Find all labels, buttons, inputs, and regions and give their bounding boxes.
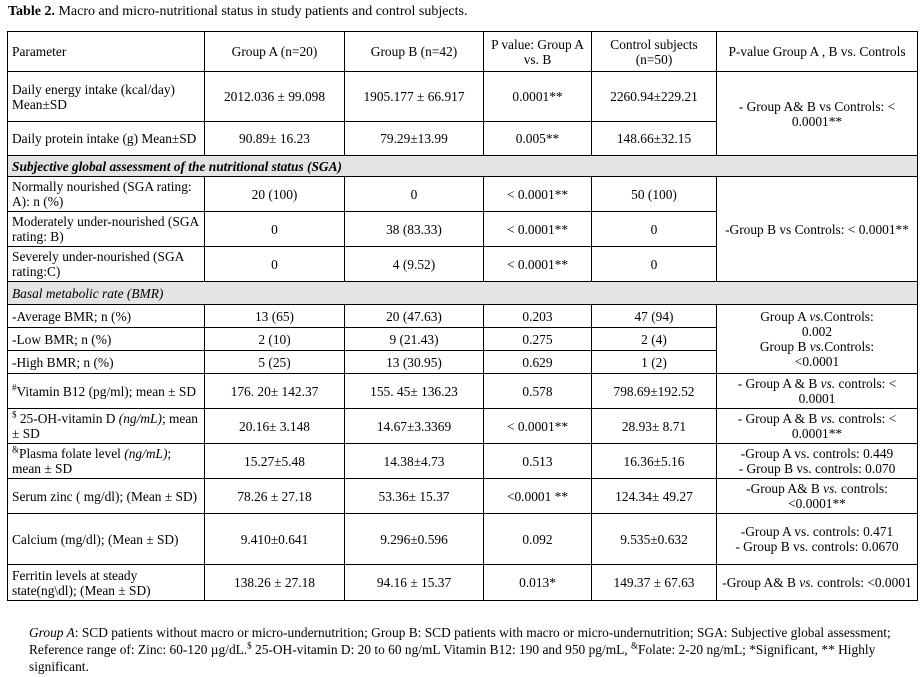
p-value-cell: 0.275: [484, 328, 592, 351]
p-controls-cell: [717, 305, 918, 374]
group-b-cell: 9.296±0.596: [345, 514, 484, 565]
param-text: Plasma folate level: [19, 446, 125, 461]
p-value-cell: 0.0001**: [484, 72, 592, 122]
p-controls-cell: [717, 565, 918, 601]
group-a-cell: 176. 20± 142.37: [205, 374, 345, 409]
group-b-cell: 155. 45± 136.23: [345, 374, 484, 409]
header-controls: Control subjects (n=50): [592, 32, 717, 72]
group-a-cell: 20.16± 3.148: [205, 409, 345, 444]
controls-cell: 2260.94±229.21: [592, 72, 717, 122]
header-p-value: P value: Group A vs. B: [484, 32, 592, 72]
group-a-cell: 138.26 ± 27.18: [205, 565, 345, 601]
pc-text: -Group A& B: [722, 575, 800, 590]
table-row: [8, 72, 918, 122]
controls-cell: 124.34± 49.27: [592, 479, 717, 514]
table-row: [8, 177, 918, 212]
pc-text: - Group B vs. controls: 0.070: [738, 461, 896, 476]
controls-cell: 28.93± 8.71: [592, 409, 717, 444]
controls-cell: 16.36±5.16: [592, 444, 717, 479]
group-b-cell: 79.29±13.99: [345, 122, 484, 156]
bmr-group-b-value: <0.0001: [794, 354, 840, 369]
group-a-cell: 9.410±0.641: [205, 514, 345, 565]
p-value-cell: < 0.0001**: [484, 409, 592, 444]
param-cell: Normally nourished (SGA rating: A): n (%): [8, 177, 205, 212]
group-b-cell: 4 (9.52): [345, 247, 484, 282]
param-cell: -Low BMR; n (%): [8, 328, 205, 351]
group-a-cell: 2012.036 ± 99.098: [205, 72, 345, 122]
p-value-cell: < 0.0001**: [484, 247, 592, 282]
p-value-cell: 0.513: [484, 444, 592, 479]
group-b-cell: 1905.177 ± 66.917: [345, 72, 484, 122]
param-text: ; mean ± SD: [12, 411, 199, 441]
group-a-cell: 90.89± 16.23: [205, 122, 345, 156]
pc-text: -Group A& B: [746, 481, 824, 496]
p-controls-cell: [717, 514, 918, 565]
group-b-cell: 13 (30.95): [345, 351, 484, 374]
table-caption: [8, 4, 467, 20]
group-a-cell: 0: [205, 247, 345, 282]
superscript: $: [12, 409, 17, 420]
group-a-cell: 20 (100): [205, 177, 345, 212]
vs-text: vs.: [823, 481, 838, 496]
section-row-sga: [8, 156, 918, 177]
pc-text: -Group A vs. controls: 0.471: [740, 524, 894, 539]
vs-text: vs.: [809, 339, 825, 354]
pc-text: -Group A vs. controls: 0.449: [740, 446, 894, 461]
param-cell: Daily energy intake (kcal/day) Mean±SD: [8, 72, 205, 122]
pc-text: - Group A & B: [737, 411, 821, 426]
group-a-cell: 2 (10): [205, 328, 345, 351]
p-value-cell: 0.578: [484, 374, 592, 409]
vs-text: vs.: [820, 376, 836, 391]
footnote-text: : SCD patients without macro or micro-undernutrition; Group B: SCD patients with macro or micro-undernutrition; SGA: Subjective global assessment; Reference range of: Zinc: 60-120 µg/dL.: [29, 625, 891, 657]
p-value-cell: <0.0001 **: [484, 479, 592, 514]
p-value-cell: 0.013*: [484, 565, 592, 601]
header-row: [8, 32, 918, 72]
vs-text: vs.: [809, 309, 824, 324]
footnote-group-a: Group A: [29, 625, 75, 640]
group-a-cell: 13 (65): [205, 305, 345, 328]
controls-cell: 0: [592, 212, 717, 247]
section-row-bmr: [8, 282, 918, 305]
group-b-cell: 14.67±3.3369: [345, 409, 484, 444]
bmr-controls-label: Controls:: [824, 339, 875, 354]
group-a-cell: 0: [205, 212, 345, 247]
param-unit: (ng/mL): [124, 446, 168, 461]
pc-text: controls: < 0.0001**: [791, 411, 897, 441]
param-cell: -High BMR; n (%): [8, 351, 205, 374]
controls-cell: 148.66±32.15: [592, 122, 717, 156]
header-group-a: Group A (n=20): [205, 32, 345, 72]
group-b-cell: 38 (83.33): [345, 212, 484, 247]
table-row: [8, 305, 918, 328]
footnote-text: 25-OH-vitamin D: 20 to 60 ng/mL Vitamin B12: 190 and 950 pg/mL,: [251, 642, 631, 657]
superscript: &: [631, 640, 639, 651]
param-unit: (ng/mL): [118, 411, 162, 426]
section-title: Subjective global assessment of the nutritional status (SGA): [8, 156, 918, 177]
pc-text: controls: < 0.0001: [798, 376, 897, 406]
table-row: [8, 374, 918, 409]
p-controls-cell: -Group B vs Controls: < 0.0001**: [717, 177, 918, 282]
group-a-cell: 78.26 ± 27.18: [205, 479, 345, 514]
table-footnote: [29, 624, 909, 675]
p-controls-cell: - Group A& B vs Controls: < 0.0001**: [717, 72, 918, 156]
param-text: ; mean ± SD: [12, 446, 172, 476]
controls-cell: 149.37 ± 67.63: [592, 565, 717, 601]
param-cell: Ferritin levels at steady state(ng\dl); (Mean ± SD): [8, 565, 205, 601]
caption-label: Table 2.: [8, 4, 55, 19]
p-controls-cell: [717, 479, 918, 514]
table-row: [8, 565, 918, 601]
vs-text: vs.: [799, 575, 814, 590]
pc-text: controls: <0.0001**: [788, 481, 888, 511]
table-row: [8, 409, 918, 444]
group-b-cell: 0: [345, 177, 484, 212]
group-b-cell: 20 (47.63): [345, 305, 484, 328]
superscript: $: [247, 640, 252, 651]
param-cell: Calcium (mg/dl); (Mean ± SD): [8, 514, 205, 565]
pc-text: - Group B vs. controls: 0.0670: [735, 539, 899, 554]
controls-cell: 9.535±0.632: [592, 514, 717, 565]
p-value-cell: 0.203: [484, 305, 592, 328]
p-controls-cell: [717, 444, 918, 479]
controls-cell: 0: [592, 247, 717, 282]
header-group-b: Group B (n=42): [345, 32, 484, 72]
param-cell: Serum zinc ( mg/dl); (Mean ± SD): [8, 479, 205, 514]
group-a-cell: 5 (25): [205, 351, 345, 374]
group-b-cell: 14.38±4.73: [345, 444, 484, 479]
p-controls-cell: [717, 374, 918, 409]
param-cell: [8, 444, 205, 479]
p-value-cell: 0.629: [484, 351, 592, 374]
bmr-group-a-value: 0.002: [801, 324, 833, 339]
header-p-controls: P-value Group A , B vs. Controls: [717, 32, 918, 72]
param-text: 25-OH-vitamin D: [16, 411, 119, 426]
p-controls-cell: [717, 409, 918, 444]
controls-cell: 798.69±192.52: [592, 374, 717, 409]
table-row: [8, 514, 918, 565]
controls-cell: 50 (100): [592, 177, 717, 212]
p-value-cell: 0.092: [484, 514, 592, 565]
param-cell: Moderately under-nourished (SGA rating: B): [8, 212, 205, 247]
bmr-group-a-label: Group A: [760, 309, 810, 324]
group-b-cell: 53.36± 15.37: [345, 479, 484, 514]
superscript: #: [12, 382, 17, 393]
section-title: Basal metabolic rate (BMR): [8, 282, 918, 305]
superscript: &: [12, 444, 20, 455]
param-cell: [8, 374, 205, 409]
table-row: [8, 479, 918, 514]
param-cell: Severely under-nourished (SGA rating:C): [8, 247, 205, 282]
param-text: Vitamin B12 (pg/ml); mean ± SD: [16, 383, 196, 399]
pc-text: controls: <0.0001: [813, 575, 912, 590]
controls-cell: 2 (4): [592, 328, 717, 351]
nutrition-table: [7, 31, 918, 601]
controls-cell: 1 (2): [592, 351, 717, 374]
p-value-cell: 0.005**: [484, 122, 592, 156]
p-value-cell: < 0.0001**: [484, 212, 592, 247]
param-cell: Daily protein intake (g) Mean±SD: [8, 122, 205, 156]
param-cell: [8, 409, 205, 444]
footnote-text: Folate: 2-20 ng/mL; *Significant, ** Highly significant.: [29, 642, 876, 674]
table-row: [8, 444, 918, 479]
pc-text: - Group A & B: [737, 376, 821, 391]
bmr-group-b-label: Group B: [759, 339, 810, 354]
header-parameter: Parameter: [8, 32, 205, 72]
p-value-cell: < 0.0001**: [484, 177, 592, 212]
group-a-cell: 15.27±5.48: [205, 444, 345, 479]
controls-cell: 47 (94): [592, 305, 717, 328]
group-b-cell: 9 (21.43): [345, 328, 484, 351]
param-cell: -Average BMR; n (%): [8, 305, 205, 328]
vs-text: vs.: [820, 411, 836, 426]
bmr-controls-label: Controls:: [823, 309, 874, 324]
caption-text: Macro and micro-nutritional status in study patients and control subjects.: [54, 4, 468, 19]
group-b-cell: 94.16 ± 15.37: [345, 565, 484, 601]
